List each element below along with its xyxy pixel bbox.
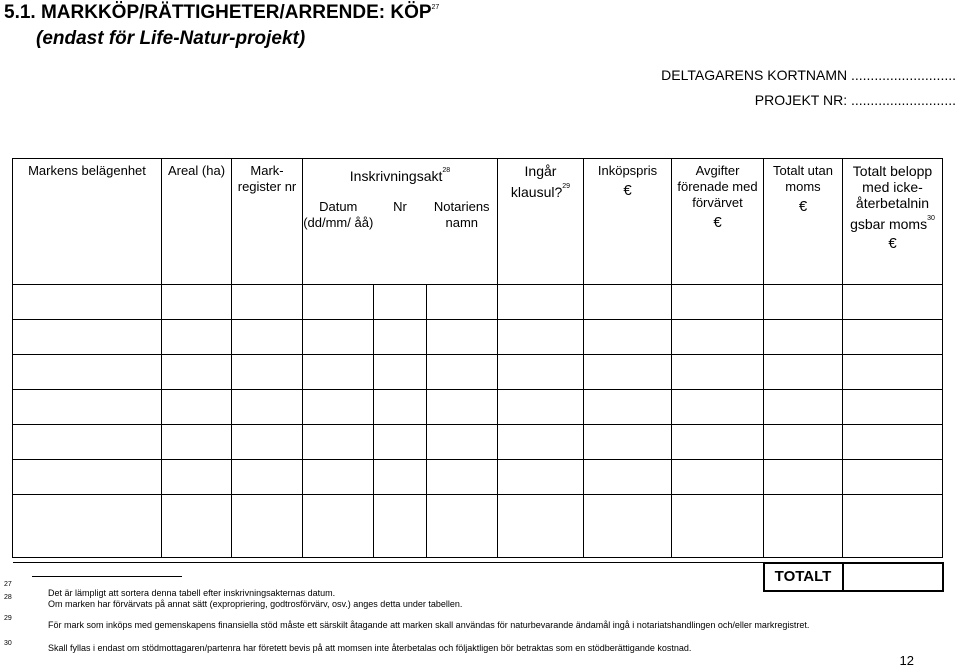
header-location: Markens belägenhet [13, 159, 162, 285]
euro-icon: € [623, 182, 632, 199]
footnote-text: Skall fyllas i endast om stödmottagaren/partenra har företett bevis på att momsen inte återbetalas och följaktligen bör betraktas som en stödberättigande kostnad. [48, 643, 692, 653]
footnote-ref: 27 [431, 4, 440, 11]
table-row [13, 285, 943, 320]
total-label: TOTALT [764, 563, 843, 591]
header-notary: Notariens namn [427, 195, 498, 285]
table-row [13, 320, 943, 355]
euro-icon: € [798, 198, 808, 215]
table-row [13, 390, 943, 425]
header-nr: Nr [374, 195, 427, 285]
page-title: 5.1. MARKKÖP/RÄTTIGHETER/ARRENDE: KÖP$^{27}$ [4, 2, 440, 23]
footnote-number: 27 [4, 581, 12, 588]
participant-short-name: DELTAGARENS KORTNAMN ........................... [661, 67, 956, 83]
table-row [13, 495, 943, 558]
header-registration: Inskrivningsakt$^{28}$ [303, 159, 498, 195]
header-date: Datum (dd/mm/ åå) [303, 195, 374, 285]
page-subtitle: (endast för Life-Natur-projekt) [36, 28, 306, 49]
table-row [13, 460, 943, 495]
project-number: PROJEKT NR: ........................... [754, 92, 956, 108]
table-row [13, 425, 943, 460]
footnote-text: För mark som inköps med gemenskapens finansiella stöd måste ett särskilt åtagande att marken skall användas för naturbevarande ändamål ingå i notariatshandlingen och/eller markregistret. [48, 620, 810, 630]
euro-icon: € [713, 214, 722, 231]
footnote-text: Om marken har förvärvats på annat sätt (expropriering, godtrosförvärv, osv.) anges detta under tabellen. [48, 599, 463, 609]
footnote-number: 28 [4, 594, 12, 601]
header-price: Inköpspris € [584, 159, 672, 285]
page-number: 12 [899, 653, 914, 668]
euro-icon: € [888, 235, 897, 252]
header-area: Areal (ha) [162, 159, 232, 285]
header-total-excl-vat: Totalt utan moms € [764, 159, 843, 285]
header-fees: Avgifter förenade med förvärvet € [672, 159, 764, 285]
table-row [13, 355, 943, 390]
header-total-nonrecoverable-vat: Totalt belopp med icke-återbetalnin gsbar moms$^{30}$ € [843, 159, 943, 285]
footnote-number: 29 [4, 615, 12, 622]
footnote-text: Det är lämpligt att sortera denna tabell efter inskrivningsakternas datum. [48, 588, 336, 598]
header-clause: Ingår klausul?$^{29}$ [498, 159, 584, 285]
footnote-separator [32, 576, 182, 577]
land-purchase-table [12, 158, 944, 592]
total-value-cell[interactable] [843, 563, 943, 591]
header-register-nr: Mark-register nr [232, 159, 303, 285]
footnote-number: 30 [4, 640, 12, 647]
